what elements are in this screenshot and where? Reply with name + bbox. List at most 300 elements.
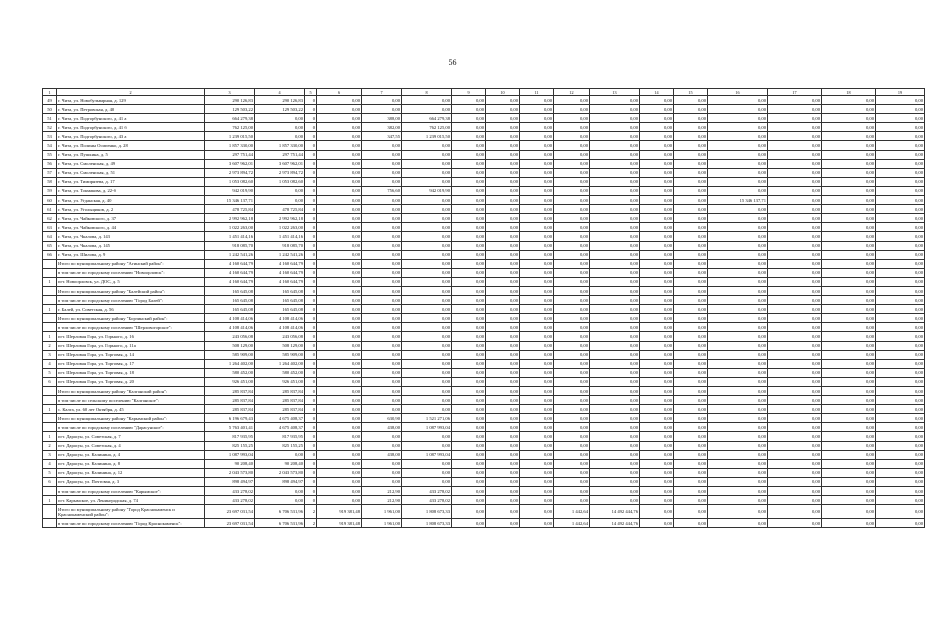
table-cell: 0,00 — [452, 459, 486, 468]
table-cell: 0,00 — [317, 314, 362, 323]
table-cell: 0,00 — [402, 250, 452, 259]
table-cell: 0,00 — [876, 223, 925, 232]
table-cell: 0,00 — [520, 496, 554, 505]
table-cell: 0,00 — [317, 341, 362, 350]
table-cell: 0,00 — [590, 177, 640, 186]
table-cell: 0,00 — [520, 332, 554, 341]
table-cell: 0,00 — [876, 241, 925, 250]
table-cell: 0,00 — [452, 223, 486, 232]
table-cell: 1 — [43, 432, 57, 441]
table-cell: 0,00 — [590, 432, 640, 441]
table-cell: 0,00 — [708, 205, 768, 214]
table-cell: 0,00 — [452, 487, 486, 496]
table-cell: 0,00 — [402, 196, 452, 205]
table-cell: 4 160 644,79 — [205, 277, 255, 286]
table-cell: 0,00 — [520, 350, 554, 359]
table-cell: 0,00 — [554, 223, 590, 232]
table-cell: г. Чита, ул. Чайковского, д. 37 — [57, 214, 205, 223]
table-cell: 0,00 — [876, 196, 925, 205]
table-cell: 0,00 — [317, 105, 362, 114]
table-cell: 0,00 — [822, 186, 876, 195]
table-cell: 0,00 — [768, 377, 822, 386]
table-cell: 0,00 — [402, 305, 452, 314]
table-cell — [43, 505, 57, 519]
table-cell: 0,00 — [486, 332, 520, 341]
table-cell: 0,00 — [362, 241, 402, 250]
table-cell: 0,00 — [452, 159, 486, 168]
table-cell: 0,00 — [554, 441, 590, 450]
table-cell: 0,00 — [708, 277, 768, 286]
table-cell: г. Чита, ул. Подгорбунского, д. 41 б — [57, 123, 205, 132]
table-cell: 0,00 — [822, 268, 876, 277]
table-cell: 0,00 — [486, 314, 520, 323]
table-cell: 825 155,25 — [255, 441, 305, 450]
table-cell: 0,00 — [452, 323, 486, 332]
table-cell: 0 — [305, 132, 317, 141]
table-cell: 0,00 — [708, 341, 768, 350]
table-cell: 290 126,83 — [255, 96, 305, 105]
table-cell: 0,00 — [822, 177, 876, 186]
table-cell: 438,00 — [362, 450, 402, 459]
table-cell: 0,00 — [452, 332, 486, 341]
table-cell: 0,00 — [362, 232, 402, 241]
table-row — [43, 132, 925, 141]
table-cell: 0 — [305, 414, 317, 423]
table-cell: 0,00 — [520, 387, 554, 396]
table-cell: 0,00 — [317, 123, 362, 132]
table-cell: 0,00 — [822, 241, 876, 250]
table-cell: 0,00 — [590, 396, 640, 405]
table-cell: 0,00 — [876, 296, 925, 305]
table-cell: 0 — [305, 150, 317, 159]
table-cell: г. Чита, ул. Петровская, д. 40 — [57, 105, 205, 114]
table-cell: 0,00 — [590, 223, 640, 232]
table-cell: 0,00 — [876, 268, 925, 277]
table-cell: 0,00 — [590, 277, 640, 286]
table-cell: 0,00 — [486, 405, 520, 414]
table-cell: 0,00 — [768, 396, 822, 405]
table-cell: 4 108 414,06 — [255, 323, 305, 332]
table-cell: 0,00 — [674, 114, 708, 123]
table-cell: 51 — [43, 114, 57, 123]
table-cell: 0,00 — [362, 350, 402, 359]
table-cell: 1 022 263,00 — [255, 223, 305, 232]
table-cell: 0,00 — [452, 296, 486, 305]
table-cell: 0 — [305, 314, 317, 323]
table-cell: 0,00 — [768, 123, 822, 132]
table-cell: 0 — [305, 350, 317, 359]
table-cell: 0 — [305, 305, 317, 314]
table-cell: 0,00 — [822, 105, 876, 114]
table-cell: 0,00 — [520, 432, 554, 441]
table-cell: 0,00 — [402, 377, 452, 386]
table-cell: 0,00 — [708, 259, 768, 268]
table-cell: 0,00 — [640, 141, 674, 150]
table-cell: 61 — [43, 205, 57, 214]
table-cell: 0,00 — [822, 423, 876, 432]
table-cell: 0,00 — [554, 168, 590, 177]
table-cell: 0,00 — [452, 123, 486, 132]
table-cell: г. Чита, ул. Пушкина, д. 5 — [57, 150, 205, 159]
table-cell: 0,00 — [402, 159, 452, 168]
table-cell: 0,00 — [674, 196, 708, 205]
table-cell: 0,00 — [590, 496, 640, 505]
column-header: 10 — [486, 89, 520, 96]
table-cell: 0,00 — [822, 477, 876, 486]
table-cell: 0,00 — [486, 505, 520, 519]
table-cell: 0,00 — [554, 250, 590, 259]
table-cell: 0,00 — [768, 519, 822, 528]
table-cell: 0,00 — [452, 387, 486, 396]
table-cell: 0,00 — [822, 377, 876, 386]
table-cell: 0,00 — [708, 105, 768, 114]
table-cell: 0,00 — [554, 259, 590, 268]
table-cell: 0,00 — [674, 519, 708, 528]
table-cell: 0,00 — [452, 186, 486, 195]
table-cell: 0,00 — [452, 359, 486, 368]
table-cell: 0,00 — [486, 377, 520, 386]
table-cell: 0,00 — [768, 150, 822, 159]
column-header: 9 — [452, 89, 486, 96]
table-cell: 0,00 — [708, 432, 768, 441]
table-cell: 0,00 — [402, 441, 452, 450]
table-cell: 1 857 330,00 — [255, 141, 305, 150]
table-cell: 0,00 — [876, 177, 925, 186]
table-cell: 165 645,08 — [205, 286, 255, 295]
table-cell: 0,00 — [317, 196, 362, 205]
table-cell: 0 — [305, 450, 317, 459]
table-cell: 0,00 — [317, 332, 362, 341]
table-cell: 0,00 — [255, 132, 305, 141]
table-cell: 1 239 015,50 — [205, 132, 255, 141]
table-cell: 1 808 673,33 — [402, 505, 452, 519]
table-cell: в том числе по городскому поселению "Новоорловск": — [57, 268, 205, 277]
table-cell: 0,00 — [674, 414, 708, 423]
table-cell: 0,00 — [822, 296, 876, 305]
table-cell: 762 125,00 — [205, 123, 255, 132]
table-cell: 0,00 — [520, 450, 554, 459]
table-cell: 0,00 — [640, 296, 674, 305]
table-cell: 0,00 — [362, 96, 402, 105]
table-cell — [43, 323, 57, 332]
table-cell: 0,00 — [708, 286, 768, 295]
table-row — [43, 496, 925, 505]
table-cell: 0,00 — [486, 141, 520, 150]
table-cell: 0,00 — [486, 250, 520, 259]
table-cell: 0,00 — [640, 377, 674, 386]
table-cell: 55 — [43, 150, 57, 159]
table-cell: 0,00 — [708, 250, 768, 259]
table-cell: 0,00 — [520, 114, 554, 123]
table-cell: 898 494,97 — [255, 477, 305, 486]
table-row — [43, 123, 925, 132]
table-cell: 0,00 — [768, 259, 822, 268]
table-cell: 0,00 — [402, 223, 452, 232]
table-cell: 4 675 408,37 — [255, 414, 305, 423]
table-cell: 0,00 — [674, 123, 708, 132]
table-cell: 0,00 — [708, 123, 768, 132]
table-cell: 1 087 993,04 — [402, 423, 452, 432]
table-cell: 63 — [43, 223, 57, 232]
table-cell: 2 043 573,80 — [205, 468, 255, 477]
table-cell: 4 160 644,79 — [255, 259, 305, 268]
table-cell: 0 — [305, 332, 317, 341]
table-cell: 0,00 — [317, 141, 362, 150]
table-cell: 165 645,08 — [255, 305, 305, 314]
column-header: 1 — [43, 89, 57, 96]
table-cell: 0,00 — [486, 368, 520, 377]
table-cell: 0,00 — [452, 114, 486, 123]
table-cell: 0,00 — [362, 396, 402, 405]
table-cell: 0,00 — [486, 159, 520, 168]
table-cell: 1 451 414,16 — [205, 232, 255, 241]
table-cell: 243 056,08 — [205, 332, 255, 341]
table-cell: 0,00 — [708, 232, 768, 241]
table-cell: 0,00 — [486, 259, 520, 268]
table-cell: 0,00 — [590, 423, 640, 432]
table-cell: 0,00 — [402, 387, 452, 396]
table-cell: 0,00 — [822, 450, 876, 459]
table-cell: пгт. Дарасун, ул. Калинина, д. 4 — [57, 450, 205, 459]
table-cell: 433 278,02 — [205, 487, 255, 496]
table-cell: 90 208,40 — [255, 459, 305, 468]
table-cell: 0,00 — [768, 296, 822, 305]
table-cell: г. Чита, ул. Полины Осипенко, д. 28 — [57, 141, 205, 150]
table-cell: 58 — [43, 177, 57, 186]
table-cell: 0,00 — [768, 387, 822, 396]
table-cell: 0,00 — [708, 377, 768, 386]
table-cell: 0,00 — [452, 232, 486, 241]
table-cell: 0,00 — [708, 487, 768, 496]
table-cell: 285 837,84 — [205, 405, 255, 414]
table-cell: 0,00 — [317, 214, 362, 223]
table-cell: 0,00 — [590, 296, 640, 305]
table-cell: 0,00 — [674, 214, 708, 223]
table-cell: 285 837,84 — [255, 405, 305, 414]
table-cell: 1 053 082,60 — [205, 177, 255, 186]
table-cell: 0,00 — [317, 350, 362, 359]
table-cell: 2 973 894,72 — [255, 168, 305, 177]
table-cell: 0,00 — [362, 468, 402, 477]
table-cell: 0,00 — [486, 268, 520, 277]
table-cell: 926 451,00 — [205, 377, 255, 386]
table-cell: 1 — [43, 332, 57, 341]
table-row — [43, 259, 925, 268]
table-cell: 0,00 — [708, 368, 768, 377]
table-cell: 0,00 — [876, 105, 925, 114]
table-cell: 0,00 — [640, 168, 674, 177]
table-cell: 165 645,08 — [255, 286, 305, 295]
table-cell: 0,00 — [452, 177, 486, 186]
table-cell: пгт. Шерловая Гора, ул. Торговая, д. 18 — [57, 368, 205, 377]
table-cell: 0,00 — [554, 105, 590, 114]
table-cell: 0 — [305, 223, 317, 232]
table-cell: 6 — [43, 377, 57, 386]
table-cell: 4 675 408,37 — [255, 423, 305, 432]
table-cell: 1 087 993,04 — [205, 450, 255, 459]
table-cell: 0,00 — [674, 205, 708, 214]
table-cell: 0,00 — [402, 96, 452, 105]
table-cell: 0,00 — [452, 150, 486, 159]
table-cell: 0,00 — [822, 405, 876, 414]
table-cell: 0,00 — [590, 487, 640, 496]
table-row — [43, 114, 925, 123]
column-header: 11 — [520, 89, 554, 96]
table-cell: 0,00 — [452, 368, 486, 377]
table-cell: 0,00 — [876, 487, 925, 496]
table-cell: 0,00 — [768, 168, 822, 177]
table-cell: 0,00 — [708, 387, 768, 396]
table-cell: 0,00 — [590, 241, 640, 250]
table-row — [43, 141, 925, 150]
table-cell: 0,00 — [708, 332, 768, 341]
table-cell: 0,00 — [362, 459, 402, 468]
table-cell: 290 126,83 — [205, 96, 255, 105]
table-cell: 0,00 — [708, 477, 768, 486]
table-cell: 0,00 — [486, 186, 520, 195]
table-cell: 0,00 — [520, 477, 554, 486]
table-cell: 0,00 — [520, 123, 554, 132]
table-cell: 6 196 679,43 — [205, 414, 255, 423]
table-cell — [43, 519, 57, 528]
table-cell: Итого по муниципальному району "Город Краснокаменск и Краснокаменский район": — [57, 505, 205, 519]
table-cell: 4 108 414,06 — [205, 323, 255, 332]
table-cell: 1 022 263,00 — [205, 223, 255, 232]
table-cell: 0,00 — [452, 277, 486, 286]
table-cell: 0,00 — [452, 141, 486, 150]
table-cell: 0,00 — [674, 268, 708, 277]
table-cell: 0,00 — [317, 186, 362, 195]
table-cell: 165 645,08 — [205, 305, 255, 314]
table-cell: 382,00 — [362, 123, 402, 132]
table-cell: в том числе по городскому поселению "Дарасунское": — [57, 423, 205, 432]
table-cell: 0,00 — [876, 332, 925, 341]
table-cell: 0,00 — [317, 432, 362, 441]
table-cell: 0,00 — [554, 487, 590, 496]
table-cell: 0,00 — [317, 205, 362, 214]
table-cell: 0 — [305, 377, 317, 386]
table-cell: 0 — [305, 405, 317, 414]
table-cell: 0,00 — [317, 423, 362, 432]
table-cell: 4 160 644,79 — [205, 259, 255, 268]
table-cell: 0,00 — [486, 450, 520, 459]
table-cell: 2 973 894,72 — [205, 168, 255, 177]
table-cell: пгт. Карымское, ул. Ленинградская, д. 74 — [57, 496, 205, 505]
table-cell: 0,00 — [255, 186, 305, 195]
table-cell: 0,00 — [640, 114, 674, 123]
table-cell: 0,00 — [876, 387, 925, 396]
table-row — [43, 332, 925, 341]
table-cell — [43, 387, 57, 396]
table-cell: 0,00 — [520, 323, 554, 332]
table-cell: 0,00 — [822, 286, 876, 295]
table-cell: 0,00 — [590, 141, 640, 150]
table-cell: 1 442,64 — [554, 505, 590, 519]
table-cell: 0,00 — [402, 359, 452, 368]
table-cell: 0,00 — [520, 268, 554, 277]
table-cell: 0,00 — [876, 205, 925, 214]
table-cell: 4 108 414,06 — [205, 314, 255, 323]
table-cell: 59 — [43, 186, 57, 195]
table-cell: 0,00 — [554, 305, 590, 314]
table-cell: 0,00 — [640, 368, 674, 377]
table-cell: 0,00 — [674, 350, 708, 359]
table-cell: 0,00 — [876, 259, 925, 268]
table-cell: 0,00 — [520, 232, 554, 241]
table-cell: 0,00 — [362, 377, 402, 386]
table-row — [43, 350, 925, 359]
table-cell: 0,00 — [768, 505, 822, 519]
table-cell: 0,00 — [362, 168, 402, 177]
table-cell: 0,00 — [640, 277, 674, 286]
table-cell: 2 992 962,18 — [205, 214, 255, 223]
column-header: 5 — [305, 89, 317, 96]
table-cell: 0,00 — [822, 196, 876, 205]
table-cell: 60 — [43, 196, 57, 205]
table-cell: 0,00 — [674, 459, 708, 468]
table-cell: 0,00 — [317, 487, 362, 496]
table-cell: 0,00 — [708, 459, 768, 468]
table-cell: 65 — [43, 241, 57, 250]
table-cell: Итого по муниципальному району "Агинский район": — [57, 259, 205, 268]
table-cell: 0,00 — [674, 477, 708, 486]
table-cell: 0,00 — [708, 468, 768, 477]
table-cell: 0,00 — [520, 468, 554, 477]
table-cell: 0,00 — [640, 350, 674, 359]
table-cell: 0,00 — [317, 114, 362, 123]
table-cell: 898 494,97 — [205, 477, 255, 486]
table-cell: 0,00 — [486, 423, 520, 432]
table-cell: в том числе по городскому поселению "Город Балей": — [57, 296, 205, 305]
table-cell: 0,00 — [520, 377, 554, 386]
table-cell: 14 492 444,76 — [590, 519, 640, 528]
table-cell: 0 — [305, 296, 317, 305]
table-cell: 0,00 — [674, 341, 708, 350]
table-cell: 0,00 — [402, 296, 452, 305]
table-cell: 0,00 — [452, 414, 486, 423]
table-cell: 0,00 — [708, 414, 768, 423]
table-cell: 0,00 — [674, 150, 708, 159]
table-cell: 1 087 993,04 — [402, 450, 452, 459]
table-cell: 0,00 — [520, 519, 554, 528]
table-cell: 0,00 — [876, 432, 925, 441]
table-cell: 0,00 — [554, 396, 590, 405]
table-cell: 0,00 — [317, 323, 362, 332]
table-cell: 0,00 — [640, 186, 674, 195]
table-cell: 0,00 — [674, 423, 708, 432]
table-cell: 433 278,02 — [205, 496, 255, 505]
table-cell: 0,00 — [876, 277, 925, 286]
table-cell: 0,00 — [452, 441, 486, 450]
table-cell: 919 381,48 — [317, 505, 362, 519]
table-cell: 0,00 — [876, 477, 925, 486]
table-cell: 0,00 — [876, 450, 925, 459]
table-cell: 0,00 — [768, 450, 822, 459]
table-cell: 0,00 — [768, 350, 822, 359]
table-cell: 0,00 — [674, 105, 708, 114]
table-cell: 0,00 — [554, 277, 590, 286]
table-cell: 0,00 — [822, 396, 876, 405]
table-cell: 478 725,84 — [205, 205, 255, 214]
table-cell: 0,00 — [402, 232, 452, 241]
table-cell: 0,00 — [486, 323, 520, 332]
table-cell: 1 442,64 — [554, 519, 590, 528]
table-cell: 0,00 — [255, 114, 305, 123]
table-cell: 0,00 — [674, 141, 708, 150]
table-cell: 0,00 — [452, 377, 486, 386]
table-cell: 0,00 — [768, 232, 822, 241]
table-cell: 0,00 — [317, 286, 362, 295]
